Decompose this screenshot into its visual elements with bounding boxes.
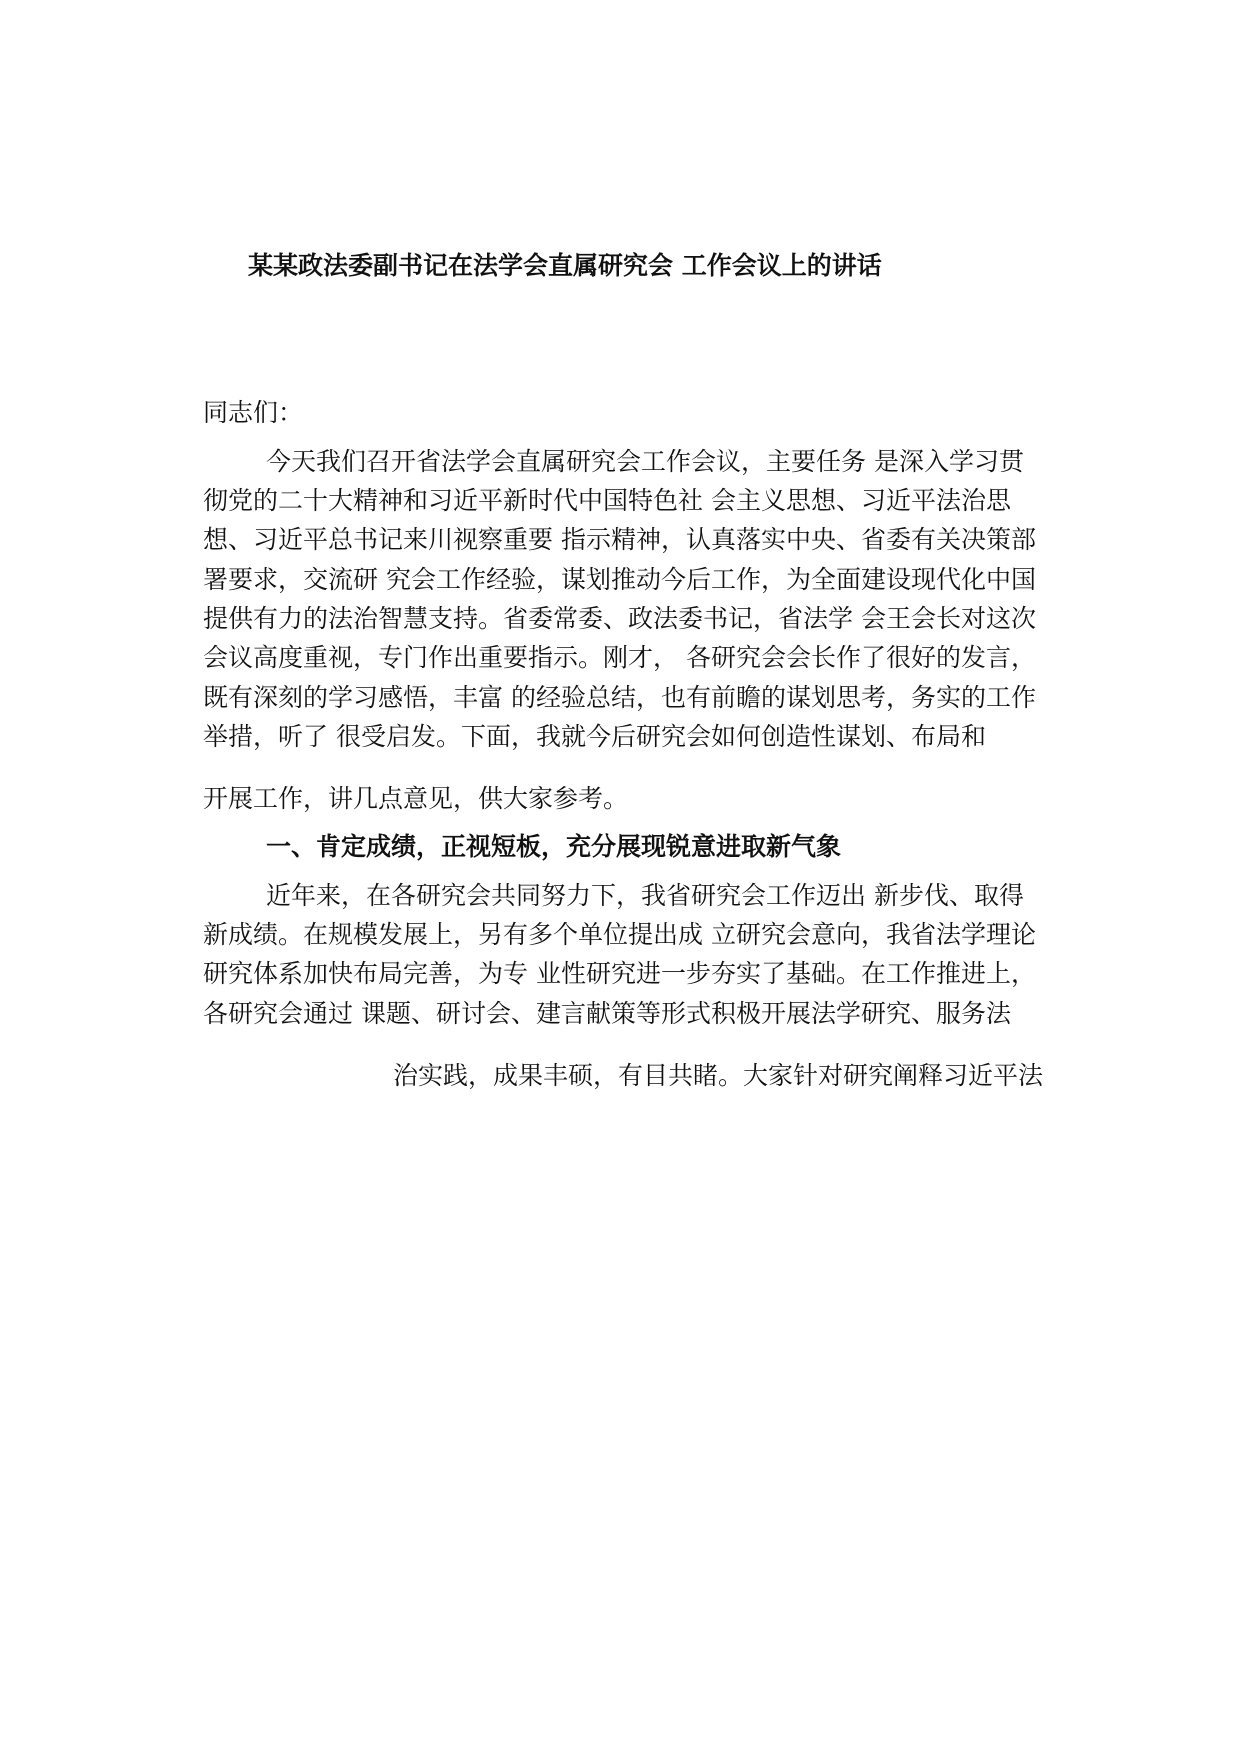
paragraph-line: 今天我们召开省法学会直属研究会工作会议，主要任务 是深入学习贯 — [266, 447, 1024, 476]
paragraph-line: 举措，听了 很受启发。下面，我就今后研究会如何创造性谋划、布局和 — [203, 722, 986, 751]
paragraph-line: 各研究会通过 课题、研讨会、建言献策等形式积极开展法学研究、服务法 — [203, 999, 1011, 1028]
paragraph-line: 提供有力的法治智慧支持。省委常委、政法委书记，省法学 会王会长对这次 — [203, 604, 1036, 633]
paragraph-line: 新成绩。在规模发展上，另有多个单位提出成 立研究会意向，我省法学理论 — [203, 920, 1036, 949]
paragraph-line: 署要求，交流研 究会工作经验，谋划推动今后工作，为全面建设现代化中国 — [203, 565, 1036, 594]
section-heading: 一、肯定成绩，正视短板，充分展现锐意进取新气象 — [266, 832, 842, 861]
paragraph-line: 开展工作，讲几点意见，供大家参考。 — [203, 784, 629, 813]
paragraph-line: 近年来，在各研究会共同努力下，我省研究会工作迈出 新步伐、取得 — [266, 881, 1024, 910]
salutation: 同志们： — [203, 398, 304, 427]
document-title: 某某政法委副书记在法学会直属研究会 工作会议上的讲话 — [248, 251, 882, 280]
paragraph-line: 彻党的二十大精神和习近平新时代中国特色社 会主义思想、习近平法治思 — [203, 486, 1011, 515]
paragraph-line: 会议高度重视，专门作出重要指示。刚才， 各研究会会长作了很好的发言， — [203, 643, 1036, 672]
paragraph-line: 治实践，成果丰硕，有目共睹。大家针对研究阐释习近平法 — [393, 1061, 1044, 1090]
paragraph-line: 想、习近平总书记来川视察重要 指示精神，认真落实中央、省委有关决策部 — [203, 525, 1036, 554]
paragraph-line: 既有深刻的学习感悟，丰富 的经验总结，也有前瞻的谋划思考，务实的工作 — [203, 683, 1036, 712]
paragraph-line: 研究体系加快布局完善，为专 业性研究进一步夯实了基础。在工作推进上， — [203, 959, 1036, 988]
